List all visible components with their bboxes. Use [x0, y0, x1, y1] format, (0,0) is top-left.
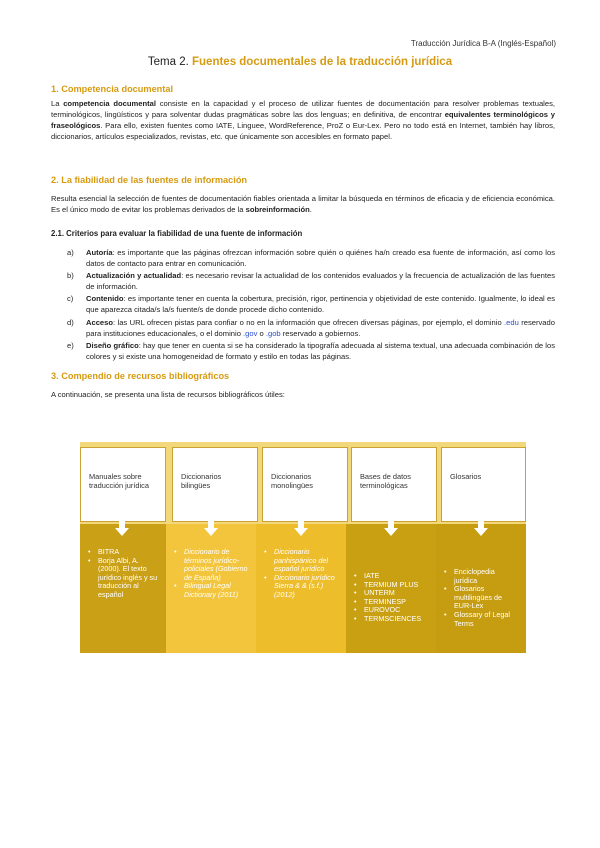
s1-bold-competencia: competencia documental — [63, 99, 156, 108]
criterion-marker: b) — [67, 271, 74, 281]
resource-item: • BITRA — [88, 548, 158, 557]
criterion-content — [67, 293, 555, 315]
criterion-marker: c) — [67, 294, 74, 304]
criterion-authorship — [67, 247, 555, 269]
domain-edu-link[interactable]: .edu — [504, 317, 519, 327]
criterion-marker: d) — [67, 317, 74, 327]
section-3-heading: 3. Compendio de recursos bibliográficos — [51, 371, 230, 381]
title-highlight: Fuentes documentales de la traducción jurídica — [192, 56, 453, 68]
criterion-text: : hay que tener en cuenta si se ha considerado la tipografía adecuada al sistema textual, una adecuada combinación de los colores y si existe una homogeneidad de formato y estilo en todas las páginas. — [86, 340, 556, 361]
column-body-glosarios — [436, 524, 526, 653]
criterion-marker: e) — [67, 340, 74, 350]
resource-item: • Diccionario de términos jurídico-policiales (Gobierno de España) — [174, 548, 248, 582]
down-arrow-icon — [204, 519, 218, 537]
criterion-text: : las URL ofrecen pistas para confiar o no en la información que ofrecen diversas páginas, por ejemplo, el dominio — [113, 317, 505, 327]
column-body-bases — [346, 524, 436, 653]
column-title-box — [351, 447, 437, 522]
criterion-design — [67, 340, 555, 362]
resource-item: • Diccionario jurídico Sierra & & (s.f.) (2012) — [264, 574, 338, 600]
column-title: Bases de datos terminológicas — [360, 472, 411, 490]
criterion-access — [67, 317, 555, 339]
resource-item: • Diccionario panhispánico del español jurídico — [264, 548, 338, 574]
criteria-list — [67, 247, 555, 363]
s1-text-c: consiste en la capacidad y el proceso de utilizar fuentes de documentación para resolver problemas textuales, terminológicos, lingüísticos y para solventar dudas pragmáticas sobre las dos lenguas; en definitiva, de encontrar — [51, 99, 555, 120]
down-arrow-icon — [384, 519, 398, 537]
resource-item: • Enciclopedia jurídica — [444, 568, 518, 585]
criterion-marker: a) — [67, 248, 74, 257]
s2-bold-sobreinformacion: sobreinformación — [245, 205, 310, 215]
section-2-1-heading: 2.1. Criterios para evaluar la fiabilidad de una fuente de información — [51, 229, 303, 238]
column-title: Glosarios — [450, 472, 482, 481]
page-title — [0, 56, 600, 68]
s2-text-c: . — [309, 205, 312, 215]
criterion-term: Autoría — [86, 248, 113, 257]
down-arrow-icon — [474, 519, 488, 537]
criterion-text: : es importante que las páginas ofrezcan información sobre quién o quiénes ha/n creado esa fuente de información, así como los datos de contacto para entrar en comunicación. — [86, 248, 555, 269]
criterion-update — [67, 270, 555, 292]
criterion-text: reservado a gobiernos. — [280, 328, 361, 338]
section-1-paragraph — [51, 98, 555, 142]
s1-text-a: La — [51, 99, 64, 108]
column-body-monolingues — [256, 524, 346, 653]
s1-text-e: . Para ello, existen fuentes como IATE, Linguee, WordReference, ProZ o Eur-Lex. Pero no todo está en Internet, también hay libros, diccionarios, artículos especializados, revistas, etc. que únicamente son accesibles en formato papel. — [51, 121, 555, 142]
section-3-intro: A continuación, se presenta una lista de recursos bibliográficos útiles: — [51, 390, 285, 399]
criterion-term: Diseño gráfico — [86, 340, 139, 350]
column-title: Diccionarios bilingües — [181, 472, 222, 490]
column-body-bilingues — [166, 524, 256, 653]
resource-item: • Borja Albi, A. (2000). El texto jurídico inglés y su traducción al español — [88, 557, 158, 600]
section-2-heading: 2. La fiabilidad de las fuentes de información — [51, 175, 248, 185]
resource-item: • Glossary of Legal Terms — [444, 611, 518, 628]
domain-gob-link[interactable]: .gob — [265, 328, 281, 338]
resource-item: • Glosarios multilingües de EUR-Lex — [444, 585, 518, 611]
criterion-term: Acceso — [86, 317, 114, 327]
resource-item: • EUROVOC — [354, 606, 428, 615]
resource-item: • TERMSCIENCES — [354, 615, 428, 624]
column-title-box — [172, 447, 258, 522]
criterion-text: reservado para instituciones educacionales, o el dominio — [86, 317, 555, 338]
course-header: Traducción Jurídica B-A (Inglés-Español) — [410, 39, 556, 48]
section-2-paragraph — [51, 193, 555, 215]
resource-item: • TERMIUM PLUS — [354, 581, 428, 590]
s1-bold-equivalentes: equivalentes terminológicos y fraseológicos — [51, 110, 556, 131]
domain-gov-link[interactable]: .gov — [243, 328, 258, 338]
criterion-text: : es importante tener en cuenta la cobertura, precisión, rigor, pertinencia y objetividad de este contenido. Igualmente, lo ideal es que aparezca citada/s la/s fuente/s de donde procede dicho contenido. — [86, 294, 555, 315]
column-title-box — [80, 447, 166, 522]
resource-item: • UNTERM — [354, 589, 428, 598]
section-1-heading: 1. Competencia documental — [51, 84, 174, 94]
resource-item: • IATE — [354, 572, 428, 581]
criterion-term: Actualización y actualidad — [86, 271, 182, 281]
column-title: Diccionarios monolingües — [271, 472, 313, 490]
down-arrow-icon — [294, 519, 308, 537]
criterion-term: Contenido — [86, 294, 124, 304]
column-title: Manuales sobre traducción jurídica — [89, 472, 149, 490]
column-title-box — [441, 447, 526, 522]
s2-text-a: Resulta esencial la selección de fuentes de documentación fiables orientada a limitar la búsqueda en términos de eficacia y de eficiencia económica. Es el único modo de evitar los problemas derivados de la — [51, 194, 555, 215]
resource-item: • Bilingual Legal Dictionary (2011) — [174, 582, 248, 599]
column-title-box — [262, 447, 348, 522]
criterion-text: o — [257, 328, 266, 338]
resource-item: • TERMINESP — [354, 598, 428, 607]
column-body-manuales — [80, 524, 166, 653]
title-prefix: Tema 2. — [147, 56, 192, 68]
down-arrow-icon — [115, 519, 129, 537]
criterion-text: : es necesario revisar la actualidad de los contenidos evaluados y la frecuencia de actualización de las fuentes de información. — [86, 271, 556, 292]
